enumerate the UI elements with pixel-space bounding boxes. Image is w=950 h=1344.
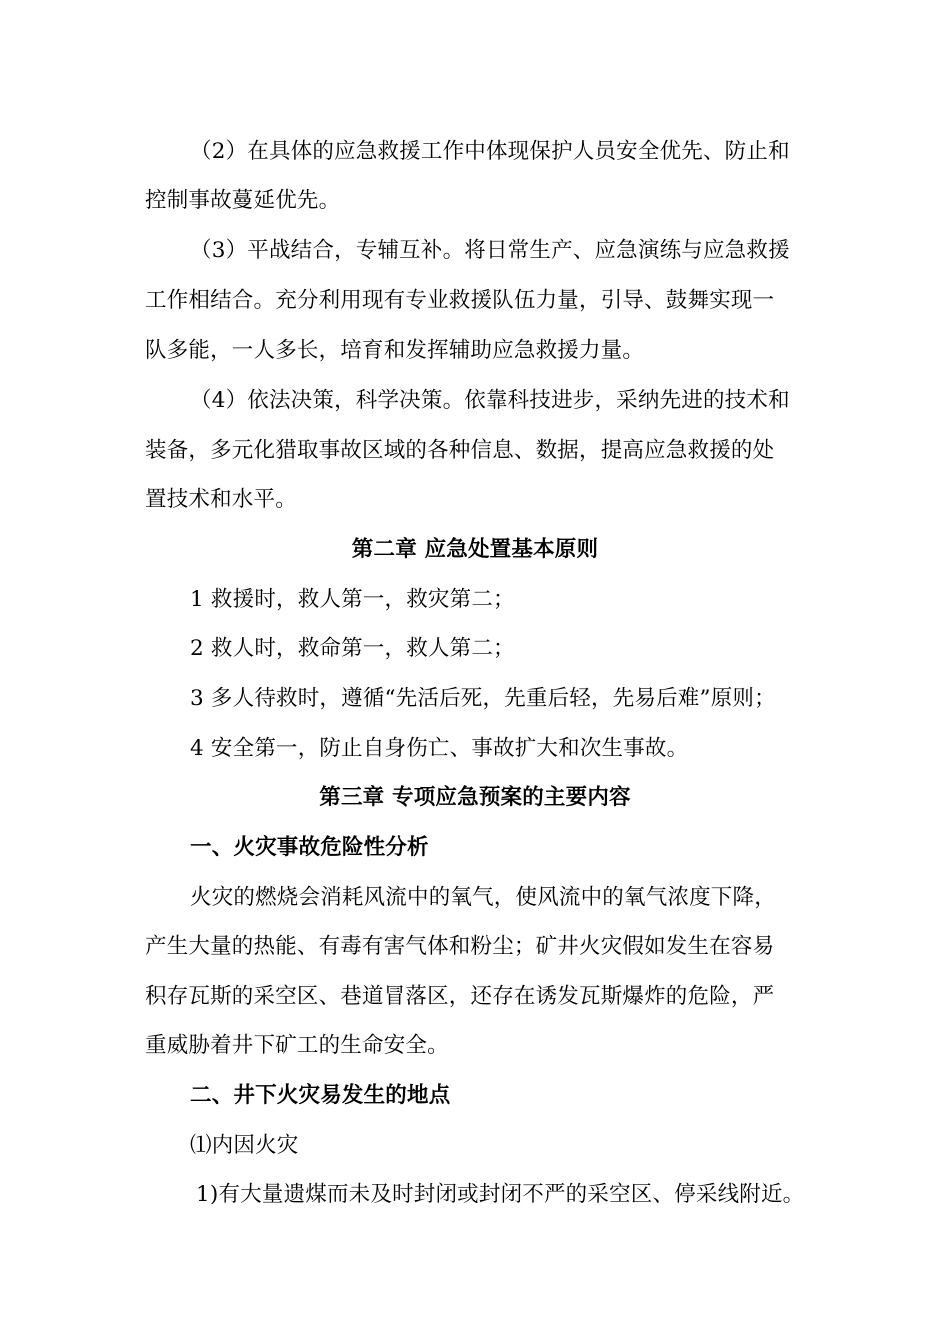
paragraph-3-line-1: （3）平战结合，专辅互补。将日常生产、应急演练与应急救援 <box>190 238 790 263</box>
paragraph-4-line-1: （4）依法决策，科学决策。依靠科技进步，采纳先进的技术和 <box>190 388 790 413</box>
section-2-heading: 二、井下火灾易发生的地点 <box>190 1083 451 1108</box>
chapter-3-title: 第三章 专项应急预案的主要内容 <box>319 785 631 810</box>
section-2-item-1: 1)有大量遗煤而未及时封闭或封闭不严的采空区、停采线附近。 <box>196 1182 805 1207</box>
paragraph-3-line-3: 队多能，一人多长，培育和发挥辅助应急救援力量。 <box>145 338 645 363</box>
section-1-line-3: 积存瓦斯的采空区、巷道冒落区，还存在诱发瓦斯爆炸的危险，严 <box>145 984 775 1009</box>
section-1-line-4: 重威胁着井下矿工的生命安全。 <box>145 1033 449 1058</box>
chapter-2-item-4: 4 安全第一，防止自身伤亡、事故扩大和次生事故。 <box>190 736 689 761</box>
paragraph-4-line-3: 置技术和水平。 <box>145 487 297 512</box>
section-1-line-1: 火灾的燃烧会消耗风流中的氧气，使风流中的氧气浓度下降， <box>190 885 776 910</box>
paragraph-3-line-2: 工作相结合。充分利用现有专业救援队伍力量，引导、鼓舞实现一 <box>145 288 775 313</box>
chapter-2-item-2: 2 救人时，救命第一，救人第二； <box>190 636 515 661</box>
paragraph-2-line-1: （2）在具体的应急救援工作中体现保护人员安全优先、防止和 <box>190 139 790 164</box>
section-1-heading: 一、火灾事故危险性分析 <box>190 835 429 860</box>
chapter-2-item-1: 1 救援时，救人第一，救灾第二； <box>190 587 515 612</box>
chapter-2-title: 第二章 应急处置基本原则 <box>351 537 599 562</box>
section-2-subheading: ⑴内因火灾 <box>190 1133 299 1158</box>
section-1-line-2: 产生大量的热能、有毒有害气体和粉尘；矿井火灾假如发生在容易 <box>145 934 775 959</box>
paragraph-4-line-2: 装备，多元化猎取事故区域的各种信息、数据，提高应急救援的处 <box>145 438 775 463</box>
paragraph-2-line-2: 控制事故蔓延优先。 <box>145 188 341 213</box>
chapter-2-item-3: 3 多人待救时，遵循“先活后死，先重后轻，先易后难”原则； <box>190 686 776 711</box>
